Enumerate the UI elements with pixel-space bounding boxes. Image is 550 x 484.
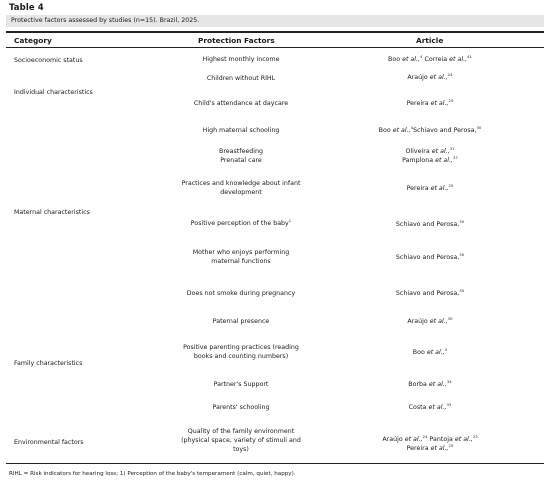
table-caption: Protective factors assessed by studies (n=15). Brazil, 2025.	[11, 17, 200, 24]
article-cell: Araújo et al.,$^{24}$	[407, 71, 453, 81]
factor-cell: books and counting numbers)	[193, 353, 289, 360]
category-cell: Socioeconomic status	[14, 57, 83, 64]
factor-cell: Child's attendance at daycare	[193, 100, 289, 107]
factor-cell: development	[220, 189, 262, 196]
article-cell: Pereira et al.,$^{25}$	[406, 442, 454, 452]
factor-cell: Highest monthly income	[202, 56, 280, 63]
article-cell: Schiavo and Perosa,$^{30}$	[395, 251, 465, 261]
factor-cell: Breastfeeding	[219, 148, 263, 155]
header-rule	[6, 47, 544, 48]
article-cell: Boo et al.,$^4$ Correia et al.,$^{41}$	[388, 53, 472, 63]
article-cell: Araújo et al.,$^{30}$	[407, 315, 453, 325]
factor-cell: maternal functions	[211, 258, 271, 265]
article-cell: Schiavo and Perosa,$^{30}$	[395, 287, 465, 297]
article-cell: Araújo et al.,$^{24}$ Pantoja et al.,$^{23}$	[382, 433, 478, 443]
table-footnote: RIHL = Risk indicators for hearing loss; 1) Perception of the baby's temperament (calm, quiet, happy).	[9, 471, 296, 477]
article-cell: Costa et al.,$^{33}$	[408, 401, 452, 411]
factor-cell: Does not smoke during pregnancy	[186, 290, 296, 297]
factor-cell: Children without RIHL	[206, 75, 276, 82]
article-cell: Boo et al.,$^4$	[412, 346, 448, 356]
factor-cell: Prenatal care	[220, 157, 262, 164]
table-label: Table 4	[9, 3, 44, 13]
article-cell: Pereira et al.,$^{25}$	[406, 182, 454, 192]
factor-cell: High maternal schooling	[202, 127, 280, 134]
article-cell: Oliveira et al.,$^{31}$	[405, 145, 455, 155]
article-cell: Pereira et al.,$^{25}$	[406, 97, 454, 107]
category-cell: Individual characteristics	[14, 89, 93, 96]
factor-cell: Mother who enjoys performing	[192, 249, 290, 256]
factor-cell: toys)	[233, 446, 249, 453]
header-article: Article	[416, 36, 444, 45]
factor-cell: Paternal presence	[212, 318, 270, 325]
header-factors: Protection Factors	[198, 36, 275, 45]
factor-cell: Positive perception of the baby$^1$	[190, 217, 292, 227]
category-cell: Family characteristics	[14, 360, 83, 367]
category-cell: Environmental factors	[14, 439, 84, 446]
factor-cell: Positive parenting practices (reading	[183, 344, 299, 351]
bottom-rule	[6, 463, 544, 464]
top-rule	[6, 31, 544, 33]
article-cell: Pamplona et al.,$^{37}$	[402, 154, 458, 164]
article-cell: Boo et al.,$^4$Schiavo and Perosa,$^{30}$	[378, 124, 482, 134]
factor-cell: Parents' schooling	[212, 404, 270, 411]
factor-cell: (physical space, variety of stimuli and	[181, 437, 301, 444]
factor-cell: Quality of the family environment	[187, 428, 295, 435]
header-category: Category	[14, 36, 52, 45]
article-cell: Schiavo and Perosa,$^{30}$	[395, 218, 465, 228]
article-cell: Borba et al.,$^{34}$	[408, 378, 452, 388]
factor-cell: Partner's Support	[213, 381, 269, 388]
factor-cell: Practices and knowledge about infant	[181, 180, 301, 187]
category-cell: Maternal characteristics	[14, 209, 90, 216]
